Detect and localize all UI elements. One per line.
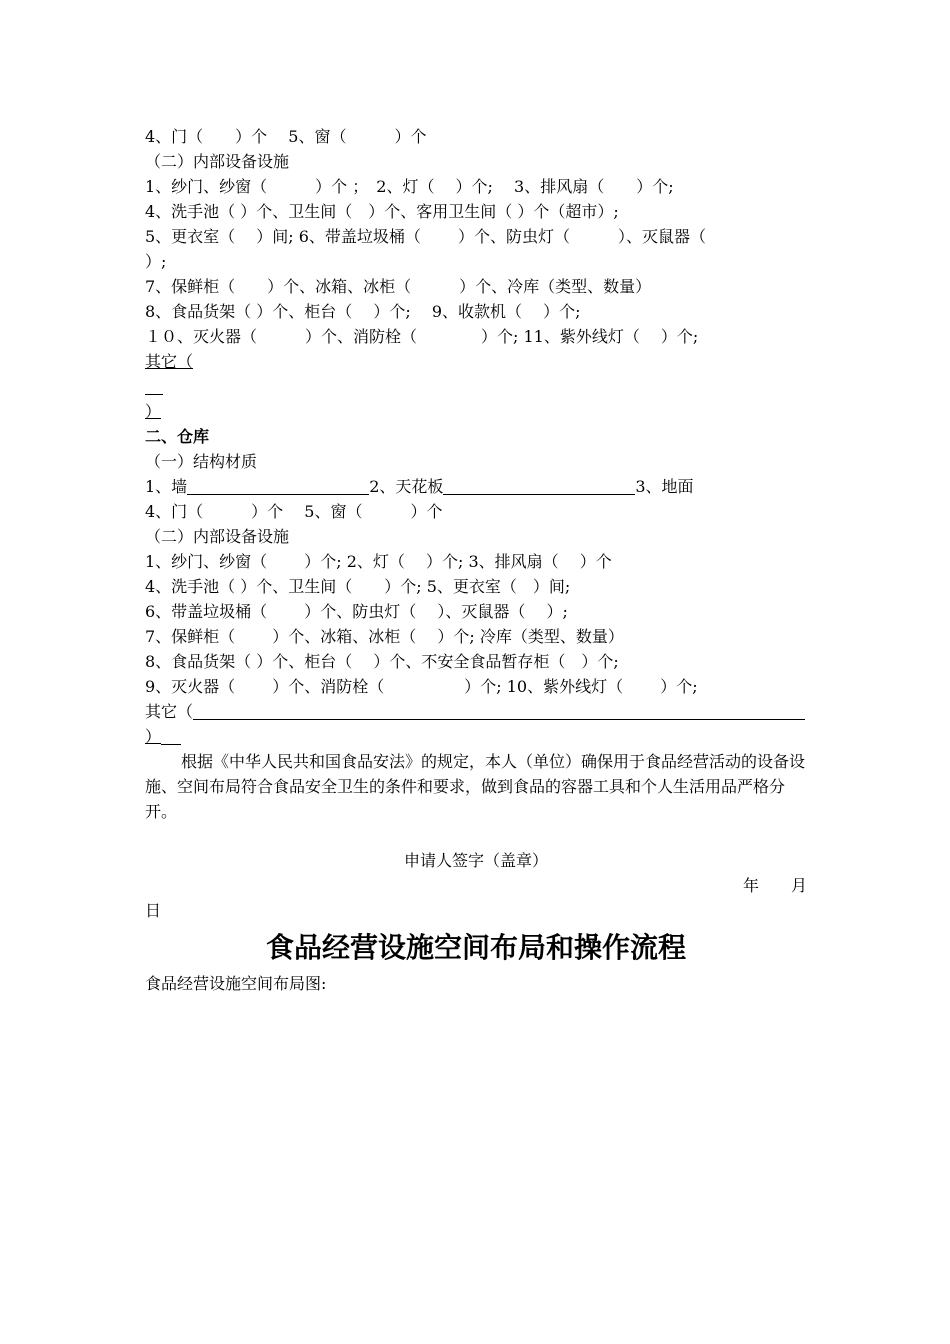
equipment-line-6: １０、灭火器（ ）个、消防栓（ ）个; 11、紫外线灯（ ）个; [145,327,699,346]
warehouse-section-title: 二、仓库 [145,427,210,446]
warehouse-line-5: 8、食品货架（ ）个、柜台（ ）个、不安全食品暂存柜（ ）个; [145,652,619,671]
door-window-line: 4、门（ ）个 5、窗（ ）个 [145,127,427,146]
date-day: 日 [145,901,162,920]
layout-diagram-label: 食品经营设施空间布局图: [145,974,327,993]
other-blank[interactable] [145,376,163,395]
warehouse-other-input[interactable] [193,701,805,720]
equipment-line-3: 5、更衣室（ ）间; 6、带盖垃圾桶（ ）个、防虫灯（ ）、灭鼠器（ [145,227,707,246]
other-field [145,349,807,374]
other-close-line [145,399,807,424]
warehouse-other-field [145,699,807,724]
warehouse-other-label: 其它（ [145,702,194,721]
warehouse-line-3: 6、带盖垃圾桶（ ）个、防虫灯（ ）、灭鼠器（ ）; [145,602,568,621]
other-blank-line[interactable] [145,374,807,399]
ceiling-label: 2、天花板 [369,477,444,496]
equipment-line-1: 1、纱门、纱窗（ ）个 ； 2、灯（ ）个; 3、排风扇（ ）个; [145,177,674,196]
internal-equipment-heading: （二）内部设备设施 [145,152,290,171]
warehouse-line-2: 4、洗手池（ ）个、卫生间（ ）个; 5、更衣室（ ）间; [145,577,571,596]
equipment-line-2: 4、洗手池（ ）个、卫生间（ ）个、客用卫生间（ ）个（超市）; [145,202,619,221]
structure-material-line [145,474,807,499]
warehouse-other-close: ） [145,727,162,746]
equipment-line-4: 7、保鲜柜（ ）个、冰箱、冰柜（ ）个、冷库（类型、数量） [145,277,652,296]
warehouse-line-6: 9、灭火器（ ）个、消防栓（ ）个; 10、紫外线灯（ ）个; [145,677,698,696]
equipment-line-5: 8、食品货架（ ）个、柜台（ ）个; 9、收款机（ ）个; [145,302,581,321]
wall-input[interactable] [187,476,369,495]
floor-label: 3、地面 [635,477,694,496]
other-label: 其它（ [145,352,194,371]
warehouse-other-close-blank [161,726,181,745]
ceiling-input[interactable] [443,476,635,495]
equipment-line-3-cont: ）; [145,252,167,271]
structure-material-heading: （一）结构材质 [145,452,258,471]
warehouse-internal-heading: （二）内部设备设施 [145,527,290,546]
declaration-paragraph: 根据《中华人民共和国食品安法》的规定，本人（单位）确保用于食品经营活动的设备设施、空间布局符合食品安全卫生的条件和要求，做到食品的容器工具和个人生活用品严格分开。 [145,752,806,821]
layout-title: 食品经营设施空间布局和操作流程 [265,931,686,964]
other-close: ） [145,402,162,421]
date-year-month: 年 月 [742,876,807,895]
warehouse-line-4: 7、保鲜柜（ ）个、冰箱、冰柜（ ）个; 冷库（类型、数量） [145,627,624,646]
applicant-signature: 申请人签字（盖章） [403,851,548,870]
wall-label: 1、墙 [145,477,188,496]
warehouse-door-window-line: 4、门（ ）个 5、窗（ ）个 [145,502,443,521]
warehouse-line-1: 1、纱门、纱窗（ ）个; 2、灯（ ）个; 3、排风扇（ ）个 [145,552,612,571]
warehouse-other-close-line [145,724,807,749]
